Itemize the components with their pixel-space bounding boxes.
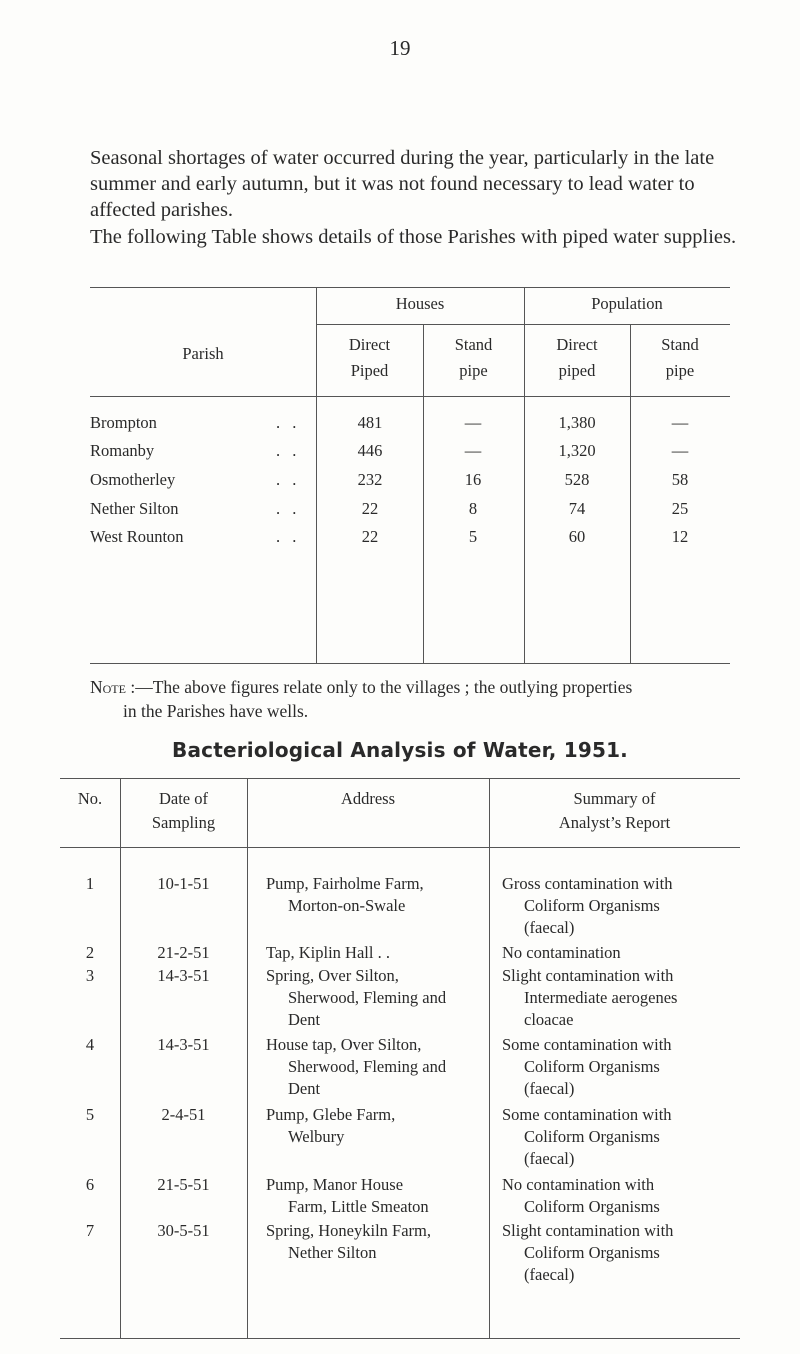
header-no: No. <box>77 789 103 808</box>
sample-address: Spring, Over Silton, Sherwood, Fleming and Dent <box>266 966 447 1029</box>
table-rule <box>120 778 121 1338</box>
sample-summary: No contamination with Coliform Organisms <box>502 1175 660 1216</box>
note-line-2: in the Parishes have wells. <box>123 701 309 721</box>
parish-name: West Rounton <box>90 527 184 546</box>
header-houses-stand: pipe <box>459 361 488 380</box>
leader-dots: . . <box>276 470 301 489</box>
header-pop-direct: piped <box>558 361 596 380</box>
paragraph-table-intro: The following Table shows details of those Parishes with piped water supplies. <box>90 226 737 248</box>
parish-name: Nether Silton <box>90 499 179 518</box>
table-rule <box>489 778 490 1338</box>
table-note <box>90 675 770 723</box>
pop-stand-value: — <box>671 441 689 460</box>
sample-date: 21-5-51 <box>157 1175 210 1194</box>
pop-stand-value: 25 <box>671 499 689 518</box>
sample-date: 30-5-51 <box>157 1221 210 1240</box>
houses-stand-value: — <box>464 441 482 460</box>
header-date-line-1: Date of <box>158 789 209 808</box>
page-number: 19 <box>389 36 411 60</box>
sample-summary: Slight contamination with Coliform Organisms (faecal) <box>502 1221 674 1284</box>
table-rule <box>60 778 740 779</box>
sample-address: House tap, Over Silton, Sherwood, Fleming and Dent <box>266 1035 447 1098</box>
pop-stand-value: — <box>671 413 689 432</box>
table-rule <box>90 287 730 288</box>
sample-number: 5 <box>85 1105 95 1124</box>
sample-address: Pump, Manor House Farm, Little Smeaton <box>266 1175 429 1216</box>
houses-stand-value: — <box>464 413 482 432</box>
header-summary-line-1: Summary of <box>573 789 656 808</box>
parish-name: Osmotherley <box>90 470 176 489</box>
header-houses: Houses <box>395 294 445 313</box>
leader-dots: . . <box>276 413 301 432</box>
houses-direct-value: 446 <box>357 441 383 460</box>
sample-date: 21-2-51 <box>157 943 210 962</box>
sample-summary: No contamination <box>502 943 621 962</box>
houses-stand-value: 8 <box>468 499 478 518</box>
header-address: Address <box>340 789 396 808</box>
sample-address: Spring, Honeykiln Farm, Nether Silton <box>266 1221 431 1262</box>
header-pop-stand: pipe <box>665 361 695 380</box>
pop-direct-value: 528 <box>564 470 590 489</box>
header-date-line-2: Sampling <box>151 813 216 832</box>
sample-number: 4 <box>85 1035 95 1054</box>
pop-direct-value: 60 <box>568 527 586 546</box>
sample-number: 7 <box>85 1221 95 1240</box>
parish-water-table <box>90 287 735 663</box>
header-houses-direct: Piped <box>350 361 389 380</box>
sample-number: 2 <box>85 943 95 962</box>
parish-name: Romanby <box>90 441 155 460</box>
sample-date: 14-3-51 <box>157 1035 210 1054</box>
parish-name: Brompton <box>90 413 157 432</box>
sample-address: Pump, Fairholme Farm, Morton-on-Swale <box>266 874 424 915</box>
pop-stand-value: 58 <box>671 470 689 489</box>
pop-stand-value: 12 <box>671 527 689 546</box>
header-parish: Parish <box>182 344 224 363</box>
paragraph-water-shortages: Seasonal shortages of water occurred during the year, particularly in the late summer and early autumn, but it was not found necessary to lead water to affected parishes. <box>90 147 715 221</box>
sample-date: 2-4-51 <box>161 1105 206 1124</box>
table-rule <box>316 324 730 325</box>
sample-summary: Some contamination with Coliform Organisms (faecal) <box>502 1035 672 1098</box>
sample-number: 6 <box>85 1175 95 1194</box>
header-population: Population <box>591 294 663 313</box>
header-houses-direct: Direct <box>348 335 391 354</box>
pop-direct-value: 74 <box>568 499 586 518</box>
houses-stand-value: 16 <box>464 470 482 489</box>
table-rule <box>247 778 248 1338</box>
table-rule <box>90 396 730 397</box>
sample-summary: Gross contamination with Coliform Organisms (faecal) <box>502 874 673 937</box>
leader-dots: . . <box>276 527 301 546</box>
table-rule <box>90 663 730 664</box>
table-rule <box>60 1338 740 1339</box>
houses-direct-value: 22 <box>361 499 379 518</box>
sample-address: Tap, Kiplin Hall . . <box>266 943 390 962</box>
analysis-heading: Bacteriological Analysis of Water, 1951. <box>172 738 628 762</box>
sample-address: Pump, Glebe Farm, Welbury <box>266 1105 396 1146</box>
houses-direct-value: 481 <box>357 413 383 432</box>
houses-direct-value: 232 <box>357 470 383 489</box>
leader-dots: . . <box>276 499 301 518</box>
sample-summary: Slight contamination with Intermediate aerogenes cloacae <box>502 966 678 1029</box>
sample-number: 1 <box>85 874 95 893</box>
houses-stand-value: 5 <box>468 527 478 546</box>
pop-direct-value: 1,320 <box>558 441 596 460</box>
header-summary-line-2: Analyst’s Report <box>558 813 671 832</box>
header-pop-direct: Direct <box>556 335 598 354</box>
sample-summary: Some contamination with Coliform Organisms (faecal) <box>502 1105 672 1168</box>
header-pop-stand: Stand <box>661 335 699 354</box>
note-line-1: —The above figures relate only to the villages ; the outlying properties <box>135 677 633 697</box>
sample-date: 14-3-51 <box>157 966 210 985</box>
leader-dots: . . <box>276 441 301 460</box>
header-houses-stand: Stand <box>454 335 493 354</box>
sample-number: 3 <box>85 966 95 985</box>
pop-direct-value: 1,380 <box>558 413 596 432</box>
houses-direct-value: 22 <box>361 527 379 546</box>
sample-date: 10-1-51 <box>157 874 210 893</box>
bacteriological-analysis-table <box>60 778 740 1338</box>
table-rule <box>60 847 740 848</box>
note-label: Note : <box>90 677 136 697</box>
